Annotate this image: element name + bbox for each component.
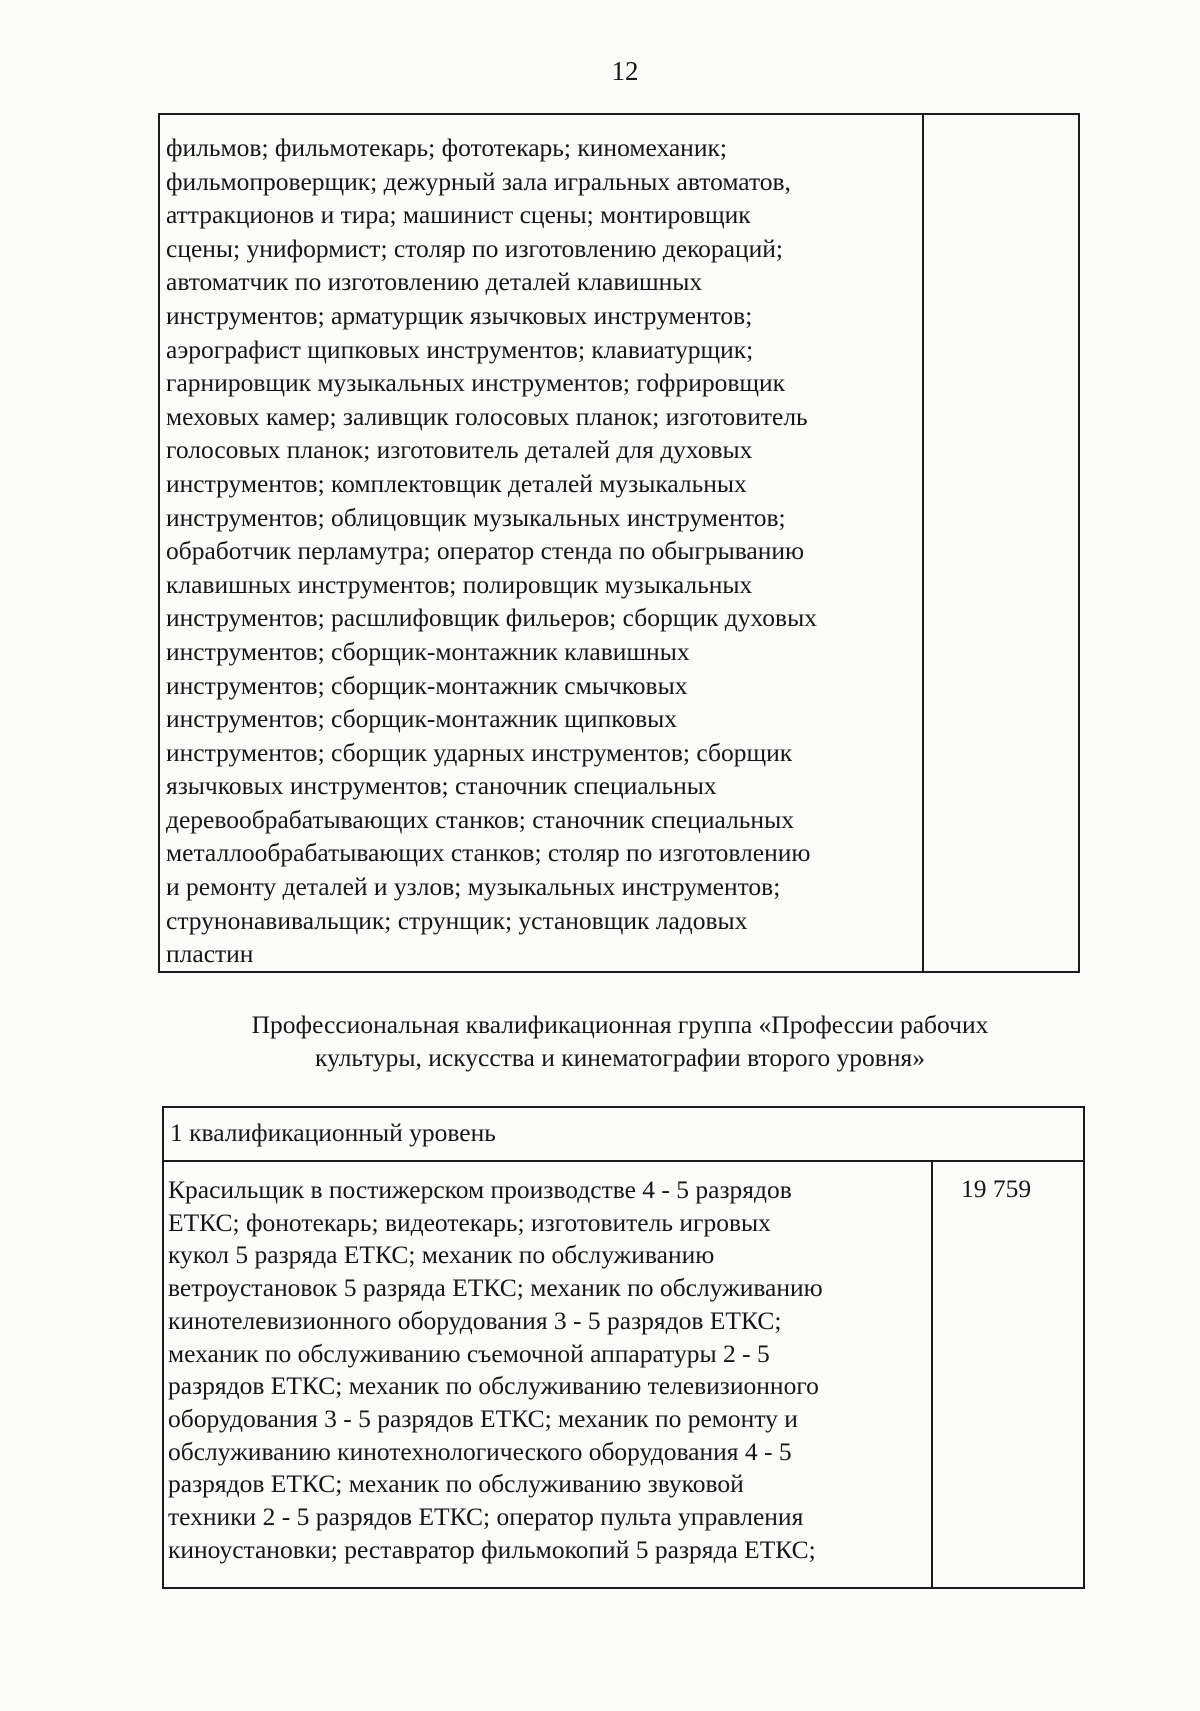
professions-list-cell: фильмов; фильмотекарь; фототекарь; киномеханик; фильмопроверщик; дежурный зала игральных автоматов, аттракционов и тира; машинист сцены; монтировщик сцены; униформист; столяр по изготовлению декораций; автоматчик по изготовлению деталей клавишных инструментов; арматурщик язычковых инструментов; аэрографист щипковых инструментов; клавиатурщик; гарнировщик музыкальных инструментов; гофрировщик меховых камер; заливщик голосовых планок; изготовитель голосовых планок; изготовитель деталей для духовых инструментов; комплектовщик деталей музыкальных инструментов; облицовщик музыкальных инструментов; обработчик перламутра; оператор стенда по обыгрыванию клавишных инструментов; полировщик музыкальных инструментов; расшлифовщик фильеров; сборщик духовых инструментов; сборщик-монтажник клавишных инструментов; сборщик-монтажник смычковых инструментов; сборщик-монтажник щипковых инструментов; сборщик ударных инструментов; сборщик язычковых инструментов; станочник специальных деревообрабатывающих станков; станочник специальных металлообрабатывающих станков; столяр по изготовлению и ремонту деталей и узлов; музыкальных инструментов; струнонавивальщик; струнщик; установщик ладовых пластин xyxy=(160,115,924,971)
qualification-group-table xyxy=(162,1106,1085,1589)
professions-table-continued xyxy=(158,113,1080,973)
table-row xyxy=(164,1162,1083,1587)
professions-list-cell: Красильщик в постижерском производстве 4 - 5 разрядов ЕТКС; фонотекарь; видеотекарь; изготовитель игровых кукол 5 разряда ЕТКС; механик по обслуживанию ветроустановок 5 разряда ЕТКС; механик по обслуживанию кинотелевизионного оборудования 3 - 5 разрядов ЕТКС; механик по обслуживанию съемочной аппаратуры 2 - 5 разрядов ЕТКС; механик по обслуживанию телевизионного оборудования 3 - 5 разрядов ЕТКС; механик по ремонту и обслуживанию кинотехнологического оборудования 4 - 5 разрядов ЕТКС; механик по обслуживанию звуковой техники 2 - 5 разрядов ЕТКС; оператор пульта управления киноустановки; реставратор фильмокопий 5 разряда ЕТКС; xyxy=(164,1162,933,1587)
qualification-group-heading: Профессиональная квалификационная группа «Профессии рабочих культуры, искусства и кинематографии второго уровня» xyxy=(251,1010,989,1072)
qualification-level-row: 1 квалификационный уровень xyxy=(164,1108,1083,1162)
salary-cell-empty xyxy=(924,115,1078,971)
salary-value: 19 759 xyxy=(961,1174,1032,1203)
page-number: 12 xyxy=(611,56,639,86)
